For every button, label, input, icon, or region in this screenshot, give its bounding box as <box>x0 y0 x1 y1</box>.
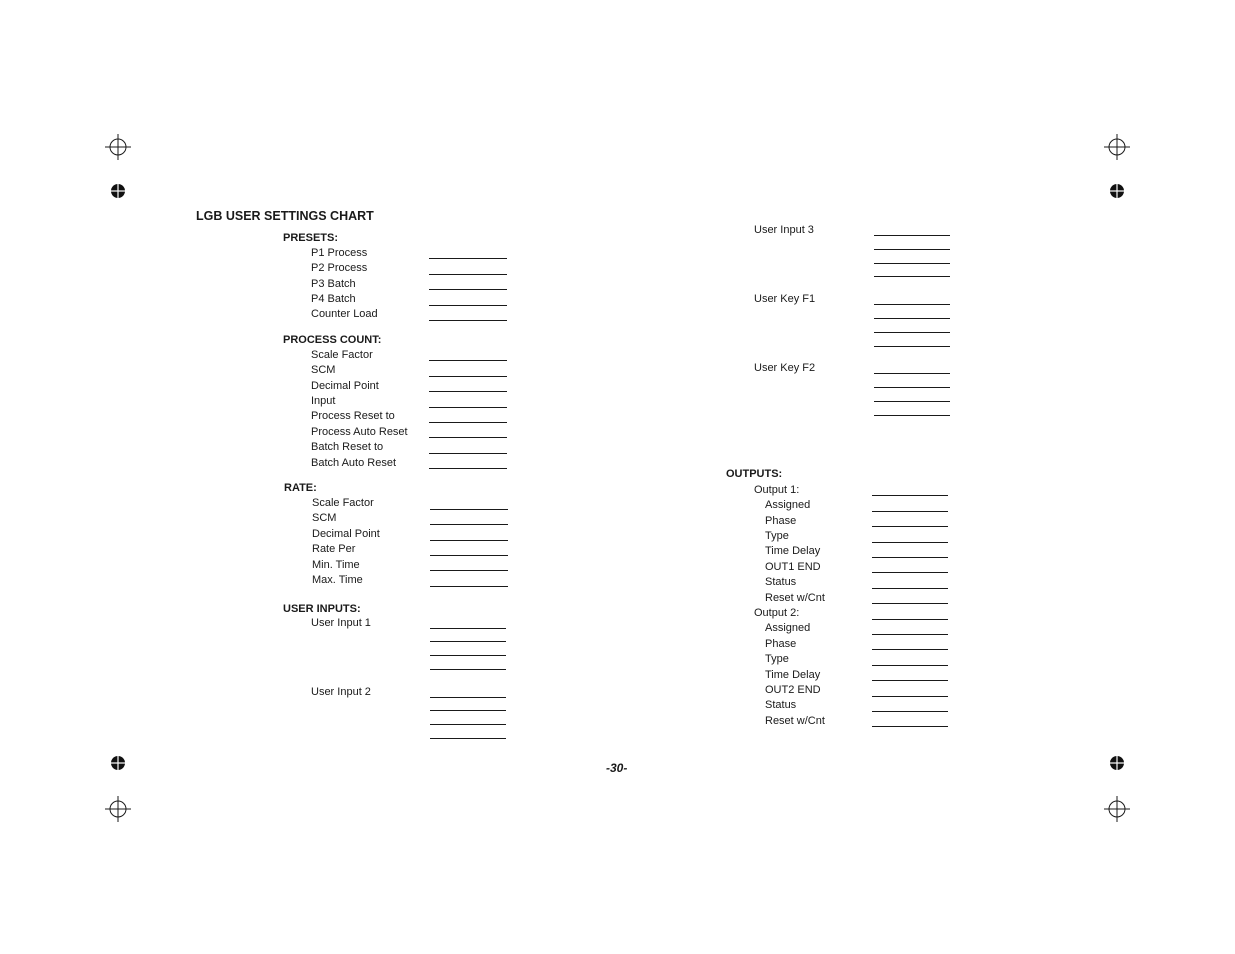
blank-entry-line <box>874 263 950 264</box>
field-label-user-key-f2: User Key F2 <box>754 362 816 374</box>
blank-entry-line <box>874 276 950 277</box>
field-label-assigned: Assigned <box>765 622 811 634</box>
crosshair-mark-icon <box>105 796 131 822</box>
field-label-phase: Phase <box>765 638 797 650</box>
blank-entry-line <box>430 628 506 629</box>
section-header-user-inputs: USER INPUTS: <box>283 603 361 615</box>
field-label-p1-process: P1 Process <box>311 247 368 259</box>
blank-entry-line <box>872 542 948 543</box>
registration-dot-icon <box>110 183 126 199</box>
field-label-user-input-3: User Input 3 <box>754 224 814 236</box>
blank-entry-line <box>872 572 948 573</box>
blank-entry-line <box>872 680 948 681</box>
registration-dot-icon <box>1109 183 1125 199</box>
blank-entry-line <box>872 603 948 604</box>
blank-entry-line <box>429 407 507 408</box>
blank-entry-line <box>430 655 506 656</box>
blank-entry-line <box>430 555 508 556</box>
blank-entry-line <box>429 391 507 392</box>
field-label-decimal-point: Decimal Point <box>311 380 379 392</box>
field-label-reset-w-cnt: Reset w/Cnt <box>765 715 825 727</box>
field-label-max-time: Max. Time <box>312 574 363 586</box>
section-header-presets: PRESETS: <box>283 232 339 244</box>
blank-entry-line <box>872 511 948 512</box>
blank-entry-line <box>429 289 507 290</box>
blank-entry-line <box>429 422 507 423</box>
field-label-user-key-f1: User Key F1 <box>754 293 816 305</box>
field-label-decimal-point: Decimal Point <box>312 528 380 540</box>
field-label-phase: Phase <box>765 515 797 527</box>
blank-entry-line <box>430 738 506 739</box>
blank-entry-line <box>429 376 507 377</box>
blank-entry-line <box>874 318 950 319</box>
field-label-out2-end: OUT2 END <box>765 684 821 696</box>
blank-entry-line <box>872 649 948 650</box>
blank-entry-line <box>429 453 507 454</box>
blank-entry-line <box>429 360 507 361</box>
blank-entry-line <box>430 509 508 510</box>
crosshair-mark-icon <box>1104 134 1130 160</box>
blank-entry-line <box>872 696 948 697</box>
crosshair-mark-icon <box>1104 796 1130 822</box>
blank-entry-line <box>429 305 507 306</box>
field-label-reset-w-cnt: Reset w/Cnt <box>765 592 825 604</box>
field-label-time-delay: Time Delay <box>765 669 821 681</box>
blank-entry-line <box>874 332 950 333</box>
blank-entry-line <box>430 540 508 541</box>
section-header-process-count: PROCESS COUNT: <box>283 334 382 346</box>
blank-entry-line <box>874 346 950 347</box>
blank-entry-line <box>874 373 950 374</box>
blank-entry-line <box>429 320 507 321</box>
blank-entry-line <box>874 401 950 402</box>
blank-entry-line <box>429 274 507 275</box>
output-2-label: Output 2: <box>754 607 800 619</box>
page-number: -30- <box>606 761 628 775</box>
field-label-status: Status <box>765 576 797 588</box>
blank-entry-line <box>874 235 950 236</box>
blank-entry-line <box>430 570 508 571</box>
field-label-out1-end: OUT1 END <box>765 561 821 573</box>
field-label-scale-factor: Scale Factor <box>311 349 373 361</box>
field-label-type: Type <box>765 653 789 665</box>
blank-entry-line <box>429 468 507 469</box>
field-label-process-auto-reset: Process Auto Reset <box>311 426 408 438</box>
field-label-scm: SCM <box>312 512 337 524</box>
blank-entry-line <box>874 415 950 416</box>
field-label-p4-batch: P4 Batch <box>311 293 356 305</box>
field-label-p2-process: P2 Process <box>311 262 368 274</box>
field-label-p3-batch: P3 Batch <box>311 278 356 290</box>
section-header-rate: RATE: <box>284 482 317 494</box>
blank-entry-line <box>872 634 948 635</box>
page-title: LGB USER SETTINGS CHART <box>196 209 374 223</box>
blank-entry-line <box>874 387 950 388</box>
field-label-status: Status <box>765 699 797 711</box>
blank-entry-line <box>872 711 948 712</box>
field-label-min-time: Min. Time <box>312 559 360 571</box>
blank-entry-line <box>430 641 506 642</box>
field-label-batch-reset-to: Batch Reset to <box>311 441 384 453</box>
blank-entry-line <box>872 495 948 496</box>
blank-entry-line <box>872 526 948 527</box>
registration-dot-icon <box>1109 755 1125 771</box>
blank-entry-line <box>872 665 948 666</box>
field-label-rate-per: Rate Per <box>312 543 356 555</box>
blank-entry-line <box>872 726 948 727</box>
field-label-assigned: Assigned <box>765 499 811 511</box>
blank-entry-line <box>430 697 506 698</box>
field-label-input: Input <box>311 395 336 407</box>
blank-entry-line <box>429 258 507 259</box>
section-header-outputs: OUTPUTS: <box>726 468 783 480</box>
blank-entry-line <box>430 669 506 670</box>
blank-entry-line <box>430 710 506 711</box>
crosshair-mark-icon <box>105 134 131 160</box>
blank-entry-line <box>430 524 508 525</box>
blank-entry-line <box>874 304 950 305</box>
registration-dot-icon <box>110 755 126 771</box>
blank-entry-line <box>872 619 948 620</box>
output-1-label: Output 1: <box>754 484 800 496</box>
field-label-process-reset-to: Process Reset to <box>311 410 395 422</box>
field-label-counter-load: Counter Load <box>311 308 378 320</box>
field-label-scale-factor: Scale Factor <box>312 497 374 509</box>
blank-entry-line <box>430 586 508 587</box>
field-label-time-delay: Time Delay <box>765 545 821 557</box>
field-label-type: Type <box>765 530 789 542</box>
blank-entry-line <box>430 724 506 725</box>
field-label-batch-auto-reset: Batch Auto Reset <box>311 457 396 469</box>
blank-entry-line <box>872 588 948 589</box>
blank-entry-line <box>872 557 948 558</box>
field-label-user-input-2: User Input 2 <box>311 686 371 698</box>
field-label-user-input-1: User Input 1 <box>311 617 371 629</box>
field-label-scm: SCM <box>311 364 336 376</box>
blank-entry-line <box>429 437 507 438</box>
blank-entry-line <box>874 249 950 250</box>
